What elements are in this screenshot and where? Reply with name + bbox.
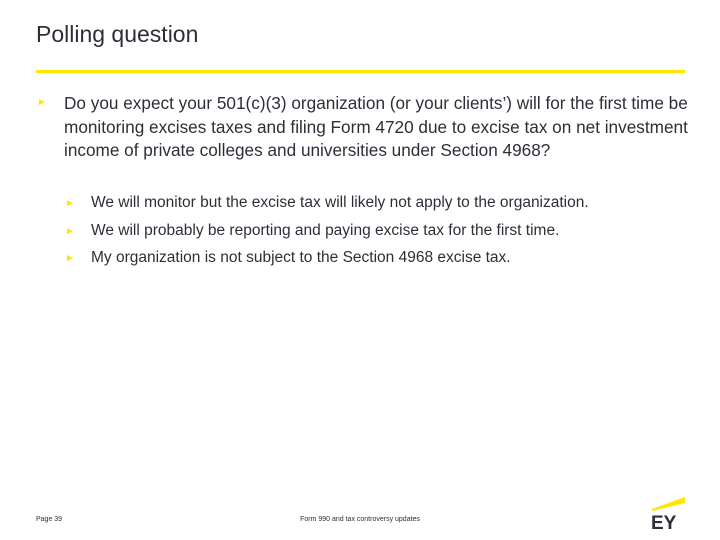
bullet-arrow-icon: ► bbox=[65, 253, 75, 264]
slide-title: Polling question bbox=[36, 21, 199, 47]
page-number: Page 39 bbox=[36, 516, 63, 523]
answer-text: We will probably be reporting and paying excise tax for the first time. bbox=[91, 221, 560, 239]
ey-logo bbox=[648, 495, 688, 531]
answer-option[interactable] bbox=[64, 222, 694, 250]
ey-logo-beam bbox=[652, 497, 685, 511]
answer-option[interactable] bbox=[64, 194, 694, 222]
answer-text: My organization is not subject to the Section 4968 excise tax. bbox=[91, 249, 511, 266]
footer-title: Form 990 and tax controversy updates bbox=[300, 516, 420, 523]
ey-logo-text: EY bbox=[651, 513, 677, 531]
bullet-arrow-icon: ► bbox=[65, 225, 75, 237]
bullet-arrow-icon: ► bbox=[65, 198, 75, 209]
bullet-arrow-icon: ► bbox=[37, 97, 47, 108]
title-rule bbox=[36, 70, 685, 73]
polling-question: Do you expect your 501(c)(3) organization (or your clients’) will for the first time be monitoring excises taxes and filing Form 4720 due to excise tax on net investment income of private colleges and universities under Section 4968? bbox=[64, 93, 688, 160]
answer-option[interactable] bbox=[64, 249, 694, 277]
answer-text: We will monitor but the excise tax will likely not apply to the organization. bbox=[91, 194, 589, 211]
answer-list bbox=[64, 194, 694, 277]
